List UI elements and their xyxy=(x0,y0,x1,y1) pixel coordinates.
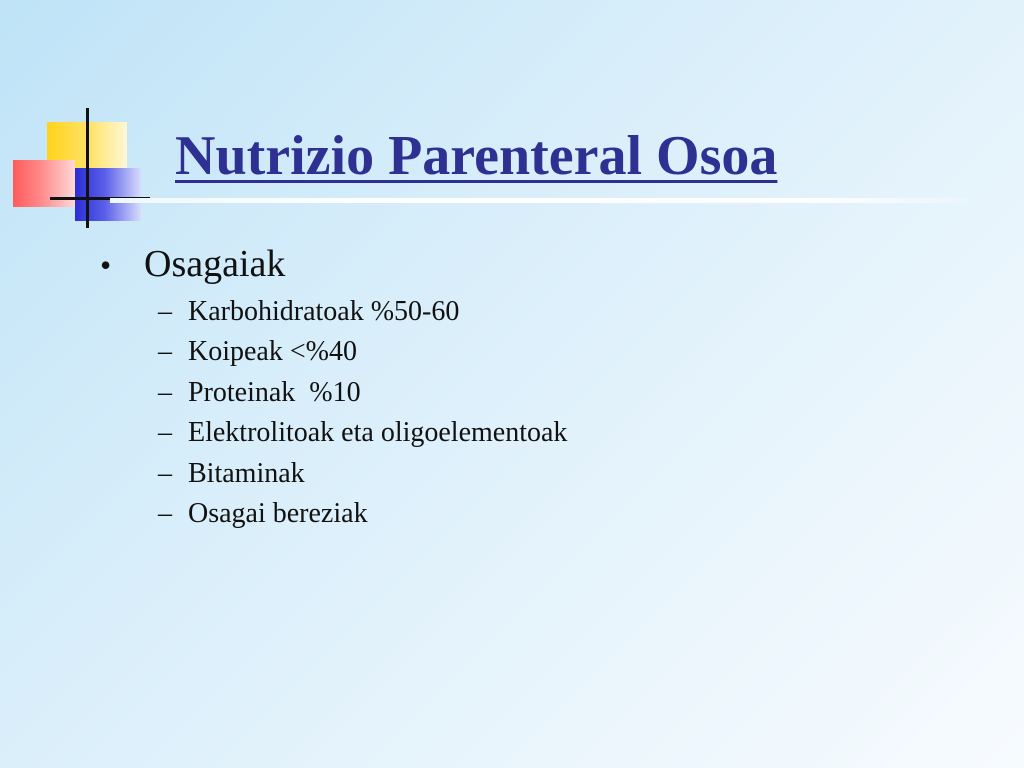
dash-marker: – xyxy=(158,498,172,530)
sub-bullet-item xyxy=(158,494,980,535)
slide-body xyxy=(100,244,980,535)
decorative-squares-logo xyxy=(10,105,150,230)
sub-bullet-text: Proteinak %10 xyxy=(188,376,361,408)
sub-bullet-text: Bitaminak xyxy=(188,457,305,489)
sub-bullet-item xyxy=(158,292,980,333)
sub-bullet-item xyxy=(158,373,980,414)
sub-bullet-item xyxy=(158,332,980,373)
sub-bullet-list xyxy=(100,292,980,535)
dash-marker: – xyxy=(158,417,172,449)
vertical-line xyxy=(86,108,89,228)
sub-bullet-item xyxy=(158,413,980,454)
dash-marker: – xyxy=(158,336,172,368)
dash-marker: – xyxy=(158,457,172,489)
dash-marker: – xyxy=(158,376,172,408)
bullet-item xyxy=(100,244,980,286)
blue-square xyxy=(75,168,141,221)
sub-bullet-text: Koipeak <%40 xyxy=(188,336,357,368)
title-divider xyxy=(110,198,972,203)
sub-bullet-text: Elektrolitoak eta oligoelementoak xyxy=(188,417,568,449)
bullet-text: Osagaiak xyxy=(144,243,286,285)
sub-bullet-text: Osagai bereziak xyxy=(188,498,368,530)
sub-bullet-item xyxy=(158,454,980,495)
slide-title: Nutrizio Parenteral Osoa xyxy=(175,125,778,187)
bullet-marker: • xyxy=(100,247,112,283)
sub-bullet-text: Karbohidratoak %50-60 xyxy=(188,295,460,327)
dash-marker: – xyxy=(158,295,172,327)
